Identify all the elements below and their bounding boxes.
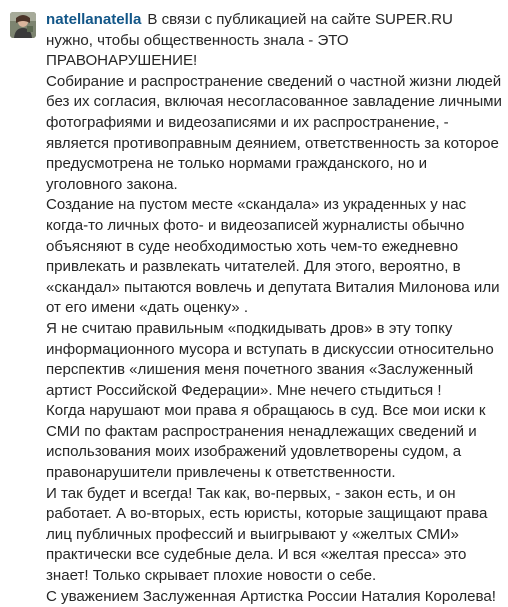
- comment-paragraph-2: Собирание и распространение сведений о частной жизни людей без их согласия, включая несогласованное завладение личными фотографиями и видеозаписями и их распространение, - является противоправным деянием, ответственность за которое предусмотрена не только нормами гражданского, но и уголовного закона.: [46, 72, 502, 193]
- comment-paragraph-5: Когда нарушают мои права я обращаюсь в суд. Все мои иски к СМИ по фактам распространения ненадлежащих сведений и использования моих изображений удовлетворены судом, а правонарушители привлечены к ответственности.: [46, 402, 486, 482]
- comment-paragraph-1: В связи с публикацией на сайте SUPER.RU нужно, чтобы общественность знала - ЭТО ПРАВОНАРУШЕНИЕ!: [46, 11, 453, 70]
- avatar-image: [10, 12, 36, 38]
- comment-text: [46, 10, 502, 607]
- comment-paragraph-6: И так будет и всегда! Так как, во-первых, - закон есть, и он работает. А во-вторых, есть юристы, которые защищают права лиц публичных профессий и выигрывают у «желтых СМИ» практически все судебные дела. И вся «желтая пресса» это знает! Только скрывает плохие новости о себе.: [46, 484, 488, 585]
- user-avatar-icon[interactable]: [10, 12, 36, 38]
- comment-paragraph-4: Я не считаю правильным «подкидывать дров» в эту топку информационного мусора и вступать в дискуссии относительно перспектив «лишения меня почетного звания «Заслуженный артист Российской Федерации». Мне нечего стыдиться !: [46, 319, 494, 399]
- comment-paragraph-7: С уважением Заслуженная Артистка России Наталия Королева!: [46, 587, 496, 605]
- comment-paragraph-3: Создание на пустом месте «скандала» из украденных у нас когда-то личных фото- и видеозаписей журналисты обычно объясняют в суде необходимостью хоть чем-то ежедневно привлекать и развлекать читателей. Для этого, вероятно, в «скандал» пытаются вовлечь и депутата Виталия Милонова или от его имени «дать оценку» .: [46, 196, 500, 317]
- username-link[interactable]: natellanatella: [46, 11, 142, 28]
